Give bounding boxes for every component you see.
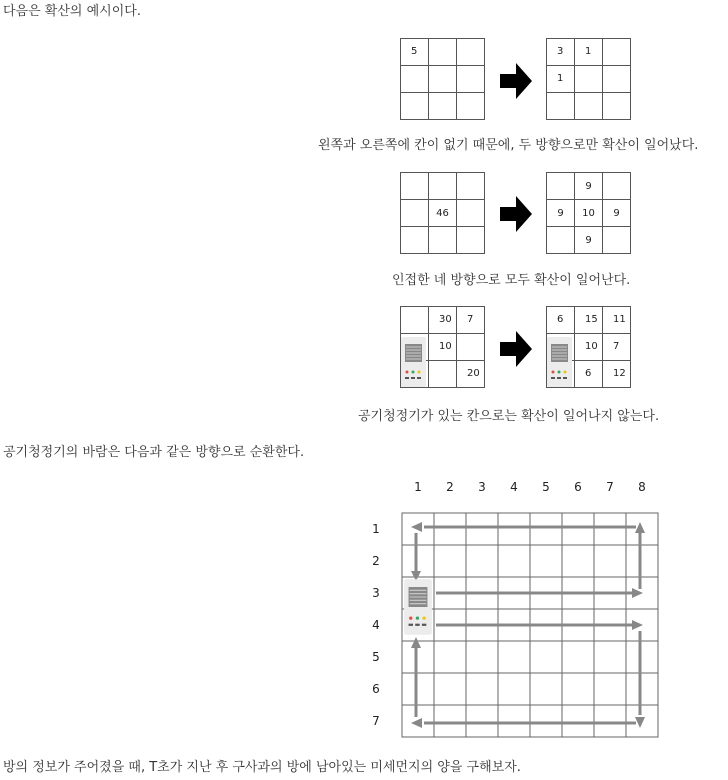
grid-cell: [429, 93, 457, 120]
row-label: 7: [372, 714, 380, 728]
grid-cell: 7: [603, 334, 631, 361]
grid-cell: [401, 66, 429, 93]
grid-cell: [429, 173, 457, 200]
grid-cell: 9: [603, 200, 631, 227]
grid-cell: [575, 93, 603, 120]
col-label: 7: [606, 480, 614, 494]
grid-cell: [401, 307, 429, 334]
row-label: 3: [372, 586, 380, 600]
grid-cell: 6: [547, 307, 575, 334]
grid-cell: [457, 66, 485, 93]
grid-cell: 10: [575, 200, 603, 227]
grid-cell: [457, 93, 485, 120]
grid-cell: [547, 93, 575, 120]
col-label: 6: [574, 480, 582, 494]
grid-cell: [575, 66, 603, 93]
grid-cell: 3: [547, 39, 575, 66]
grid-cell: 1: [575, 39, 603, 66]
col-label: 4: [510, 480, 518, 494]
grid-cell: 30: [429, 307, 457, 334]
grid-cell: [547, 227, 575, 254]
grid-cell: [457, 200, 485, 227]
grid-cell: [429, 361, 457, 388]
air-cleaner-icon: [403, 578, 433, 636]
grid-cell: [457, 173, 485, 200]
grid-cell: [457, 334, 485, 361]
col-label: 2: [446, 480, 454, 494]
grid-cell: [603, 66, 631, 93]
intro-text: 다음은 확산의 예시이다.: [3, 4, 141, 19]
grid-cell: [429, 227, 457, 254]
grid-cell: [401, 200, 429, 227]
grid-cell: 15: [575, 307, 603, 334]
right-arrow-icon: [500, 196, 532, 232]
grid-cell: 10: [575, 334, 603, 361]
grid-cell: 11: [603, 307, 631, 334]
outro-text: 방의 정보가 주어졌을 때, T초가 지난 후 구사과의 방에 남아있는 미세먼지의 양을 구해보자.: [3, 760, 521, 775]
col-label: 3: [478, 480, 486, 494]
row-label: 1: [372, 522, 380, 536]
grid-cell: [603, 173, 631, 200]
example2-caption: 인접한 네 방향으로 모두 확산이 일어난다.: [392, 273, 631, 288]
example2-after-grid: [546, 172, 631, 254]
grid-cell: [401, 93, 429, 120]
grid-cell: 9: [575, 227, 603, 254]
grid-cell: 7: [457, 307, 485, 334]
grid-cell: 9: [547, 200, 575, 227]
grid-cell: 46: [429, 200, 457, 227]
row-label: 6: [372, 682, 380, 696]
grid-cell: [603, 93, 631, 120]
example2-before-grid: [400, 172, 485, 254]
grid-cell: [429, 39, 457, 66]
row-label: 4: [372, 618, 380, 632]
grid-cell: 1: [547, 66, 575, 93]
col-label: 8: [638, 480, 646, 494]
grid-cell: 9: [575, 173, 603, 200]
grid-cell: [401, 227, 429, 254]
wind-text: 공기청정기의 바람은 다음과 같은 방향으로 순환한다.: [3, 445, 305, 460]
grid-cell: [547, 173, 575, 200]
right-arrow-icon: [500, 331, 532, 367]
grid-cell: [457, 227, 485, 254]
grid-cell: [457, 39, 485, 66]
grid-cell: [603, 227, 631, 254]
grid-cell: 20: [457, 361, 485, 388]
grid-cell: [603, 39, 631, 66]
grid-cell: [429, 66, 457, 93]
example3-caption: 공기청정기가 있는 칸으로는 확산이 일어나지 않는다.: [358, 409, 660, 424]
example1-after-grid: [546, 38, 631, 120]
right-arrow-icon: [500, 63, 532, 99]
col-label: 1: [414, 480, 422, 494]
grid-cell: 6: [575, 361, 603, 388]
grid-cell: 5: [401, 39, 429, 66]
grid-cell: 10: [429, 334, 457, 361]
air-cleaner-icon: [546, 336, 573, 388]
circulation-grid: [400, 511, 660, 739]
example1-before-grid: [400, 38, 485, 120]
example1-caption: 왼쪽과 오른쪽에 칸이 없기 때문에, 두 방향으로만 확산이 일어났다.: [318, 138, 699, 153]
grid-cell: [401, 173, 429, 200]
row-label: 2: [372, 554, 380, 568]
col-label: 5: [542, 480, 550, 494]
grid-cell: 12: [603, 361, 631, 388]
row-label: 5: [372, 650, 380, 664]
air-cleaner-icon: [400, 336, 427, 388]
